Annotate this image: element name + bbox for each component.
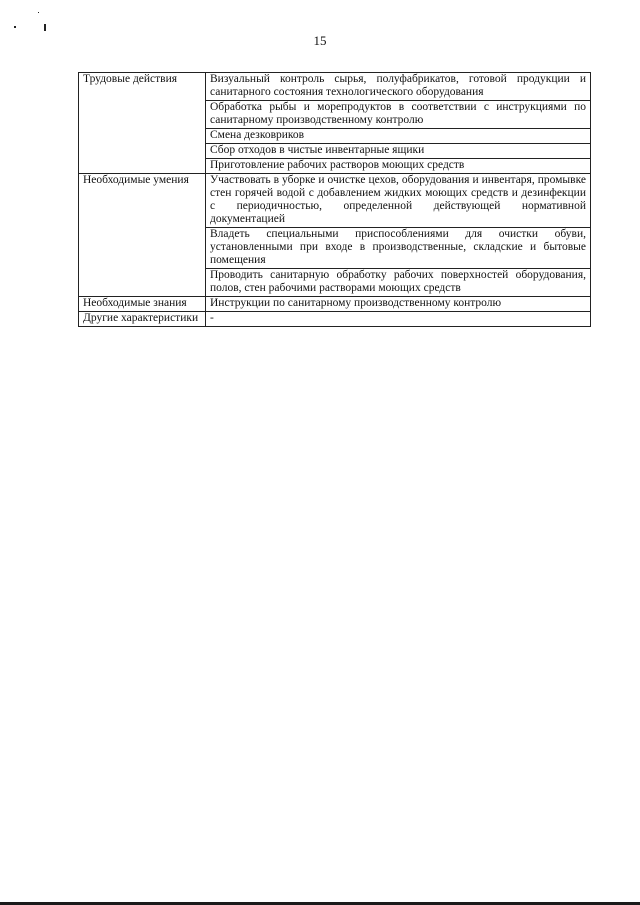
table-cell: Смена дезковриков — [206, 129, 591, 144]
table-row — [79, 297, 591, 312]
row-label-other-characteristics: Другие характеристики — [79, 312, 206, 327]
table-cell: Приготовление рабочих растворов моющих средств — [206, 159, 591, 174]
job-functions-table — [78, 72, 591, 327]
table-row — [79, 312, 591, 327]
table-row — [79, 174, 591, 228]
scan-speck — [38, 12, 39, 13]
table-cell: Обработка рыбы и морепродуктов в соответствии с инструкциями по санитарному производственному контролю — [206, 101, 591, 129]
table-cell: Участвовать в уборке и очистке цехов, оборудования и инвентаря, промывке стен горячей водой с добавлением жидких моющих средств и дезинфекции с периодичностью, определенной действующей нормативной документацией — [206, 174, 591, 228]
scan-speck — [44, 24, 46, 31]
table-cell: Сбор отходов в чистые инвентарные ящики — [206, 144, 591, 159]
table-cell: Визуальный контроль сырья, полуфабрикатов, готовой продукции и санитарного состояния технологического оборудования — [206, 73, 591, 101]
row-label-required-knowledge: Необходимые знания — [79, 297, 206, 312]
scan-speck — [14, 26, 16, 28]
row-label-required-skills: Необходимые умения — [79, 174, 206, 297]
table-cell: - — [206, 312, 591, 327]
page-number: 15 — [313, 33, 327, 48]
table-row — [79, 73, 591, 101]
table-cell: Проводить санитарную обработку рабочих поверхностей оборудования, полов, стен рабочими растворами моющих средств — [206, 269, 591, 297]
row-label-labor-actions: Трудовые действия — [79, 73, 206, 174]
table-cell: Инструкции по санитарному производственному контролю — [206, 297, 591, 312]
table-cell: Владеть специальными приспособлениями для очистки обуви, установленными при входе в производственные, складские и бытовые помещения — [206, 228, 591, 269]
